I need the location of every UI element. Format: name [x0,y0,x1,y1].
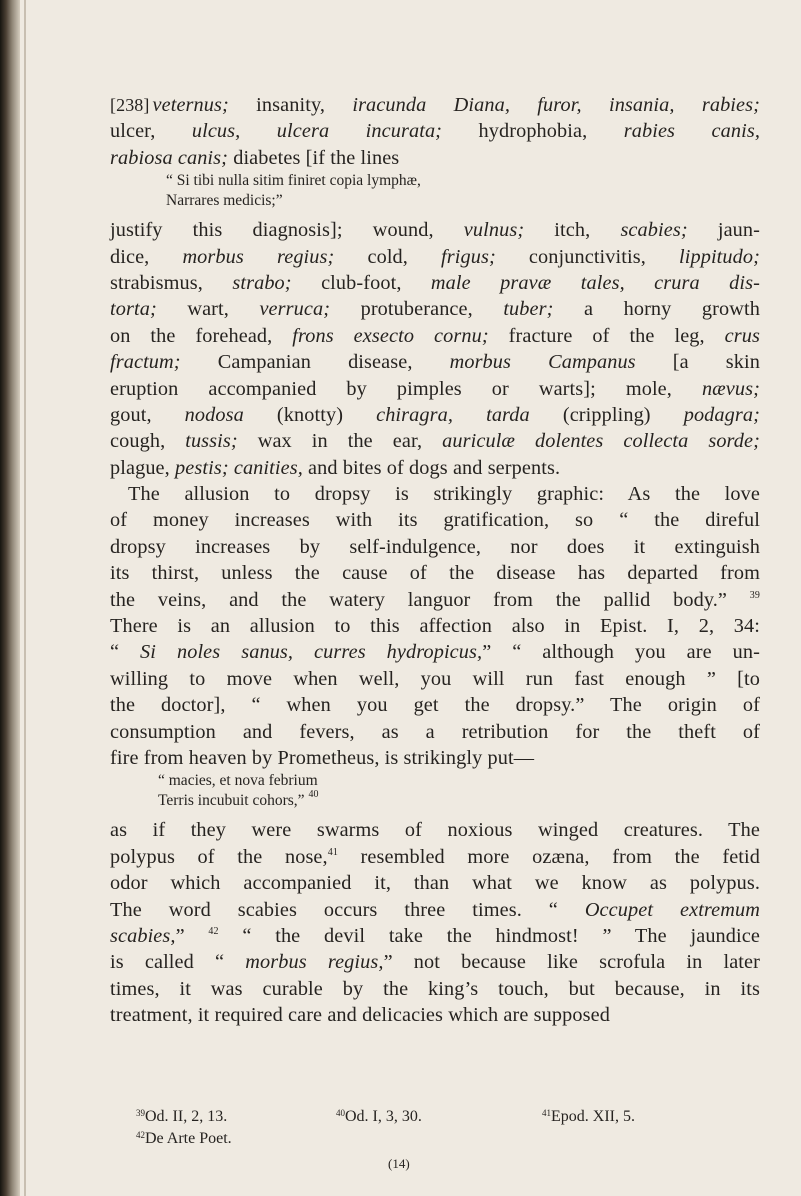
para3-line-1: as if they were swarms of noxious winged creatures. The [110,819,760,842]
book-binding-shadow [0,0,20,1196]
text-line-1 [110,92,760,118]
para2-line-12: of money increases with its gratification, so “ the direful [110,509,760,532]
para3-line-6: is called “ morbus regius,” not because like scrofula in later [110,951,760,974]
footnote-39-text: Od. II, 2, 13. [145,1108,228,1125]
section-ref: [238] [110,95,150,115]
text-line-3: rabiosa canis; diabetes [if the lines [110,146,400,169]
footnote-40 [336,1108,422,1126]
para2-line-2: dice, morbus regius; cold, frigus; conjunctivitis, lippitudo; [110,245,760,268]
para2-line-7: eruption accompanied by pimples or warts]; mole, nævus; [110,377,760,400]
footnote-row-1 [136,1108,756,1130]
quote-2-line-2: Terris incubuit cohors,” $^{40}$ [158,789,319,810]
footnotes [136,1108,756,1152]
para2-line-5: on the forehead, frons exsecto cornu; fracture of the leg, crus [110,324,760,347]
para2-line-4: torta; wart, verruca; protuberance, tuber; a horny growth [110,298,760,321]
para3-line-7: times, it was curable by the king’s touch, but because, in its [110,977,760,1000]
paragraph-block-2 [110,217,760,771]
footnote-39 [136,1108,227,1126]
footnote-39-number: 39 [136,1108,145,1118]
para2-line-6: fractum; Campanian disease, morbus Campanus [a skin [110,351,760,374]
para2-line-9: cough, tussis; wax in the ear, auriculæ dolentes collecta sorde; [110,430,760,453]
quote-1-line-1: “ Si tibi nulla sitim finiret copia lymphæ, [166,172,421,190]
para2-line-17: “ Si noles sanus, curres hydropicus,” “ although you are un- [110,641,760,664]
para3-line-2: polypus of the nose,$^{41}$ resembled more ozæna, from the fetid [110,845,761,868]
page-body [110,92,760,1029]
line-1-text: veternus; insanity, iracunda Diana, furor, insania, rabies; [152,94,760,116]
para3-line-8: treatment, it required care and delicacies which are supposed [110,1004,610,1027]
para2-line-16: There is an allusion to this affection also in Epist. I, 2, 34: [110,615,760,638]
para2-line-8: gout, nodosa (knotty) chiragra, tarda (crippling) podagra; [110,403,760,426]
para2-line-14: its thirst, unless the cause of the disease has departed from [110,562,760,585]
footnote-41 [542,1108,635,1126]
footnote-42-number: 42 [136,1130,145,1140]
para3-line-3: odor which accompanied it, than what we know as polypus. [110,872,760,895]
para2-line-10: plague, pestis; canities, and bites of dogs and serpents. [110,456,561,479]
footnote-41-number: 41 [542,1108,551,1118]
footnote-41-text: Epod. XII, 5. [551,1108,635,1125]
page-number: (14) [388,1156,410,1171]
footnote-40-text: Od. I, 3, 30. [345,1108,422,1125]
para2-line-15: the veins, and the watery languor from the pallid body.” $^{39}$ [110,588,760,611]
para3-line-5: scabies,” $^{42}$ “ the devil take the hindmost! ” The jaundice [110,924,760,947]
gutter-line [24,0,26,1196]
quote-1-line-2: Narrares medicis;” [166,192,283,210]
footnote-42-text: De Arte Poet. [145,1130,232,1147]
quote-2-line-1: “ macies, et nova febrium [158,772,318,790]
para2-line-13: dropsy increases by self-indulgence, nor does it extinguish [110,535,760,558]
paragraph-block-3 [110,817,760,1028]
para2-line-20: consumption and fevers, as a retribution for the theft of [110,720,760,743]
footnote-40-number: 40 [336,1108,345,1118]
text-line-2: ulcer, ulcus, ulcera incurata; hydrophobia, rabies canis, [110,120,760,143]
para2-line-1: justify this diagnosis]; wound, vulnus; itch, scabies; jaun- [110,219,761,242]
para3-line-4: The word scabies occurs three times. “ Occupet extremum [110,898,761,921]
footnote-42 [136,1130,232,1148]
footnote-row-2 [136,1130,756,1152]
para2-line-3: strabismus, strabo; club-foot, male pravæ tales, crura dis- [110,271,760,294]
para2-line-18: willing to move when well, you will run fast enough ” [to [110,667,760,690]
para2-line-11: The allusion to dropsy is strikingly graphic: As the love [128,483,760,506]
para2-line-21: fire from heaven by Prometheus, is strikingly put— [110,746,535,769]
para2-line-19: the doctor], “ when you get the dropsy.” The origin of [110,694,760,717]
